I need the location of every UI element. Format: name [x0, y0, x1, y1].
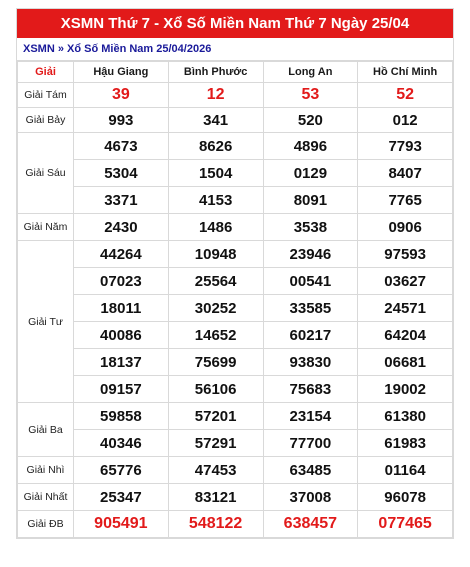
result-number: 53 — [263, 83, 358, 108]
table-row — [18, 160, 453, 187]
table-row — [18, 322, 453, 349]
result-number: 25347 — [74, 484, 169, 511]
result-number: 61380 — [358, 403, 453, 430]
result-number: 341 — [168, 108, 263, 133]
result-number: 77700 — [263, 430, 358, 457]
result-number: 14652 — [168, 322, 263, 349]
result-number: 8091 — [263, 187, 358, 214]
table-row — [18, 268, 453, 295]
result-number: 3538 — [263, 214, 358, 241]
result-number: 00541 — [263, 268, 358, 295]
table-row — [18, 83, 453, 108]
result-number: 64204 — [358, 322, 453, 349]
result-number: 57291 — [168, 430, 263, 457]
result-number: 56106 — [168, 376, 263, 403]
column-header-station[interactable]: Hậu Giang — [74, 62, 169, 83]
table-row — [18, 484, 453, 511]
table-row — [18, 511, 453, 538]
prize-label: Giải Tám — [18, 83, 74, 108]
breadcrumb-home-link[interactable]: XSMN — [23, 43, 55, 55]
table-row — [18, 241, 453, 268]
result-number: 520 — [263, 108, 358, 133]
prize-label: Giải Sáu — [18, 133, 74, 214]
result-number: 40086 — [74, 322, 169, 349]
column-header-station[interactable]: Long An — [263, 62, 358, 83]
table-row — [18, 295, 453, 322]
result-number: 18137 — [74, 349, 169, 376]
result-number: 33585 — [263, 295, 358, 322]
column-header-prize: Giải — [18, 62, 74, 83]
prize-label: Giải Bảy — [18, 108, 74, 133]
table-row — [18, 457, 453, 484]
result-number: 83121 — [168, 484, 263, 511]
result-number: 5304 — [74, 160, 169, 187]
result-number: 2430 — [74, 214, 169, 241]
breadcrumb-separator: » — [57, 43, 64, 55]
result-number: 59858 — [74, 403, 169, 430]
result-number: 7765 — [358, 187, 453, 214]
result-number: 40346 — [74, 430, 169, 457]
result-number: 60217 — [263, 322, 358, 349]
result-number: 63485 — [263, 457, 358, 484]
result-number: 1504 — [168, 160, 263, 187]
result-number: 8626 — [168, 133, 263, 160]
result-number: 07023 — [74, 268, 169, 295]
result-number: 19002 — [358, 376, 453, 403]
prize-label: Giải Nhì — [18, 457, 74, 484]
special-prize-number: 638457 — [263, 511, 358, 538]
result-number: 39 — [74, 83, 169, 108]
page-title: XSMN Thứ 7 - Xổ Số Miền Nam Thứ 7 Ngày 25/04 — [17, 9, 453, 38]
prize-label: Giải ĐB — [18, 511, 74, 538]
prize-label: Giải Ba — [18, 403, 74, 457]
result-number: 03627 — [358, 268, 453, 295]
result-number: 25564 — [168, 268, 263, 295]
prize-label: Giải Tư — [18, 241, 74, 403]
result-number: 7793 — [358, 133, 453, 160]
result-number: 12 — [168, 83, 263, 108]
result-number: 993 — [74, 108, 169, 133]
result-number: 23154 — [263, 403, 358, 430]
result-number: 0906 — [358, 214, 453, 241]
result-number: 06681 — [358, 349, 453, 376]
table-header-row — [18, 62, 453, 83]
special-prize-number: 905491 — [74, 511, 169, 538]
prize-label: Giải Nhất — [18, 484, 74, 511]
result-number: 4673 — [74, 133, 169, 160]
special-prize-number: 548122 — [168, 511, 263, 538]
table-row — [18, 376, 453, 403]
result-number: 75683 — [263, 376, 358, 403]
table-row — [18, 108, 453, 133]
table-row — [18, 187, 453, 214]
result-number: 24571 — [358, 295, 453, 322]
special-prize-number: 077465 — [358, 511, 453, 538]
result-number: 09157 — [74, 376, 169, 403]
result-number: 30252 — [168, 295, 263, 322]
result-number: 3371 — [74, 187, 169, 214]
prize-label: Giải Năm — [18, 214, 74, 241]
table-row — [18, 349, 453, 376]
result-number: 96078 — [358, 484, 453, 511]
result-number: 57201 — [168, 403, 263, 430]
result-number: 65776 — [74, 457, 169, 484]
results-table — [17, 61, 453, 538]
result-number: 012 — [358, 108, 453, 133]
result-number: 37008 — [263, 484, 358, 511]
result-number: 93830 — [263, 349, 358, 376]
table-row — [18, 430, 453, 457]
result-number: 61983 — [358, 430, 453, 457]
result-number: 01164 — [358, 457, 453, 484]
result-number: 8407 — [358, 160, 453, 187]
result-number: 4153 — [168, 187, 263, 214]
result-number: 23946 — [263, 241, 358, 268]
column-header-station[interactable]: Bình Phước — [168, 62, 263, 83]
result-number: 18011 — [74, 295, 169, 322]
breadcrumb — [17, 38, 453, 61]
results-panel — [16, 8, 454, 539]
result-number: 52 — [358, 83, 453, 108]
result-number: 1486 — [168, 214, 263, 241]
breadcrumb-current-link[interactable]: Xổ Số Miền Nam 25/04/2026 — [67, 43, 212, 55]
result-number: 47453 — [168, 457, 263, 484]
result-number: 97593 — [358, 241, 453, 268]
table-row — [18, 403, 453, 430]
table-row — [18, 133, 453, 160]
column-header-station[interactable]: Hồ Chí Minh — [358, 62, 453, 83]
result-number: 75699 — [168, 349, 263, 376]
result-number: 44264 — [74, 241, 169, 268]
result-number: 0129 — [263, 160, 358, 187]
result-number: 4896 — [263, 133, 358, 160]
result-number: 10948 — [168, 241, 263, 268]
table-row — [18, 214, 453, 241]
